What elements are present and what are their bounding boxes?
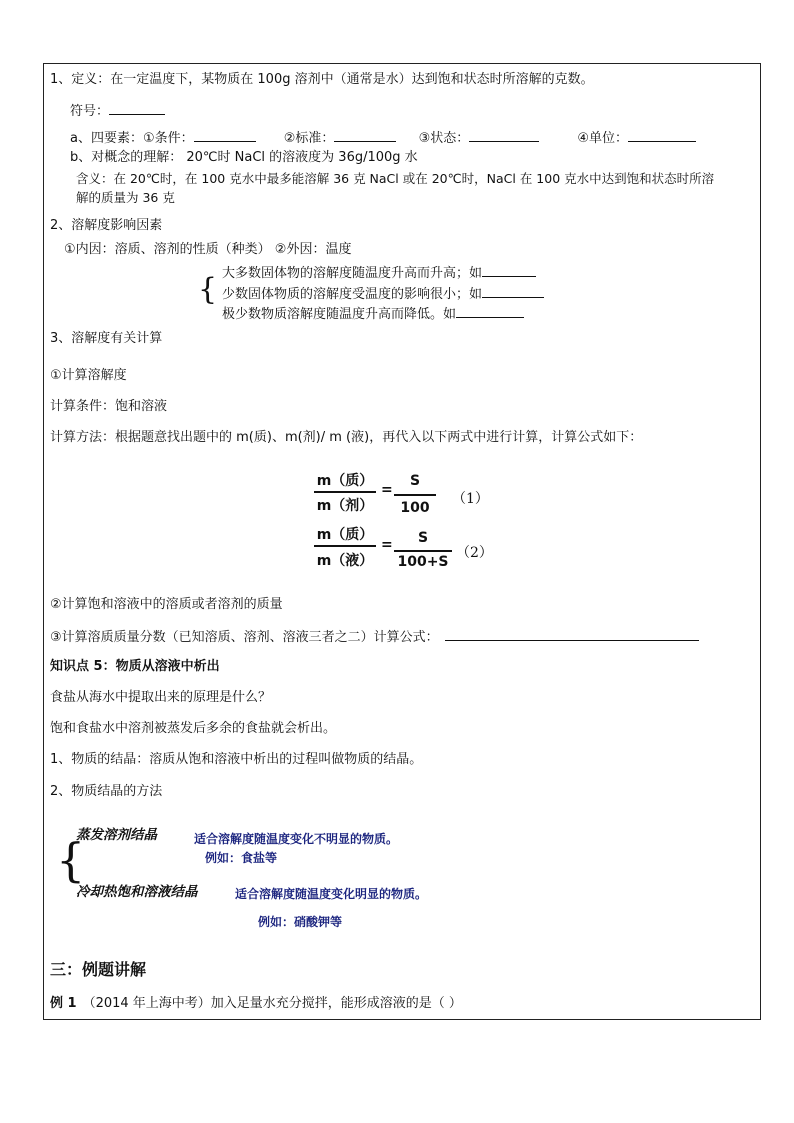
evaporation-description: 适合溶解度随温度变化不明显的物质。 xyxy=(194,832,399,846)
formula2-numerator: m（质） xyxy=(316,527,374,543)
formula1-numerator: m（质） xyxy=(316,473,374,489)
formula1-right-denominator: 100 xyxy=(400,500,430,516)
cooling-method: 冷却热饱和溶液结晶 xyxy=(76,884,198,900)
crystallization-def: 1、物质的结晶：溶质从饱和溶液中析出的过程叫做物质的结晶。 xyxy=(50,752,423,767)
crystallization-methods: 2、物质结晶的方法 xyxy=(50,784,163,799)
four-elements-line: a、四要素：①条件： ②标准： ③状态： ④单位： xyxy=(70,129,696,147)
symbol-line: 符号： xyxy=(70,102,165,120)
meaning-line-1: 含义：在 20℃时，在 100 克水中最多能溶解 36 克 NaCl 或在 20℃时，NaCl 在 100 克水中达到饱和状态时所溶 xyxy=(76,171,715,186)
understanding-line: b、对概念的理解： 20℃时 NaCl 的溶液度为 36g/100g 水 xyxy=(70,150,418,165)
evaporation-example: 例如：食盐等 xyxy=(205,851,278,865)
formula2-right-denominator: 100+S xyxy=(397,554,449,570)
unit-blank[interactable] xyxy=(628,129,696,142)
condition-blank[interactable] xyxy=(194,129,256,142)
calc-condition: 计算条件：饱和溶液 xyxy=(50,399,168,414)
salt-question: 食盐从海水中提取出来的原理是什么？ xyxy=(50,690,272,705)
formula2-right-numerator: S xyxy=(417,530,429,546)
meaning-line-2: 解的质量为 36 克 xyxy=(76,190,175,205)
formula1-equals: = xyxy=(381,482,393,498)
trend-blank-1[interactable] xyxy=(482,264,536,277)
section-3-heading: 三：例题讲解 xyxy=(50,960,147,979)
standard-blank[interactable] xyxy=(334,129,396,142)
state-blank[interactable] xyxy=(469,129,539,142)
calc-method: 计算方法：根据题意找出题中的 m(质)、m(剂)/ m (液)，再代入以下两式中进行计算，计算公式如下： xyxy=(50,430,643,445)
trend-line-3: 极少数物质溶解度随温度升高而降低。如 xyxy=(222,305,524,323)
formula1-tag: （1） xyxy=(452,491,489,507)
formula1-line-right xyxy=(394,494,436,496)
knowledge-point-5: 知识点 5：物质从溶液中析出 xyxy=(50,659,220,674)
fraction-formula-blank[interactable] xyxy=(445,628,699,641)
left-brace: { xyxy=(198,272,218,307)
trend-blank-2[interactable] xyxy=(482,285,544,298)
calc-solubility: ①计算溶解度 xyxy=(50,368,127,383)
example-1: 例 1 （2014 年上海中考）加入足量水充分搅拌，能形成溶液的是（ ） xyxy=(50,996,462,1011)
cooling-example: 例如：硝酸钾等 xyxy=(258,915,343,929)
inner-outer-factors: ①内因：溶质、溶剂的性质（种类） ②外因：温度 xyxy=(64,242,352,257)
trend-blank-3[interactable] xyxy=(456,305,524,318)
calc-fraction: ③计算溶质质量分数（已知溶质、溶剂、溶液三者之二）计算公式： xyxy=(50,628,699,646)
formula2-equals: = xyxy=(381,537,393,553)
formula2-line-right xyxy=(394,550,452,552)
formula1-line-left xyxy=(314,491,376,493)
calc-heading: 3、溶解度有关计算 xyxy=(50,331,163,346)
methods-brace: { xyxy=(56,833,86,887)
formula1-right-numerator: S xyxy=(409,473,421,489)
cooling-description: 适合溶解度随温度变化明显的物质。 xyxy=(235,887,428,901)
evaporation-method: 蒸发溶剂结晶 xyxy=(76,827,157,843)
formula2-line-left xyxy=(314,545,376,547)
formula1-denominator: m（剂） xyxy=(316,498,374,514)
trend-line-2: 少数固体物质的溶解度受温度的影响很小；如 xyxy=(222,285,544,303)
factors-heading: 2、溶解度影响因素 xyxy=(50,218,163,233)
symbol-blank[interactable] xyxy=(109,102,165,115)
formula2-tag: （2） xyxy=(456,545,493,561)
formula2-denominator: m（液） xyxy=(316,553,374,569)
calc-solute-mass: ②计算饱和溶液中的溶质或者溶剂的质量 xyxy=(50,597,283,612)
definition-line: 1、定义：在一定温度下，某物质在 100g 溶剂中（通常是水）达到饱和状态时所溶解的克数。 xyxy=(50,72,594,87)
salt-answer: 饱和食盐水中溶剂被蒸发后多余的食盐就会析出。 xyxy=(50,721,337,736)
trend-line-1: 大多数固体物的溶解度随温度升高而升高；如 xyxy=(222,264,536,282)
